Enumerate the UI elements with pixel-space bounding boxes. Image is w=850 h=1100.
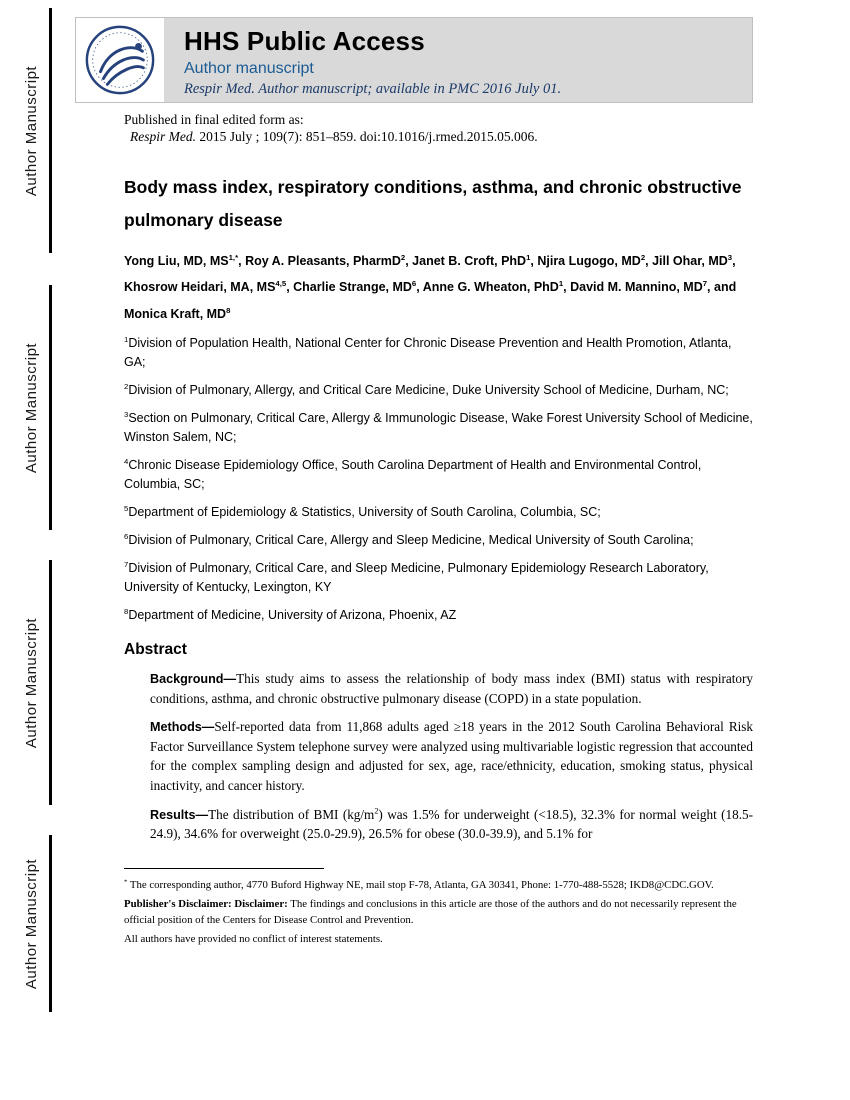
watermark-text: Author Manuscript (23, 342, 40, 473)
hhs-seal-icon (83, 23, 157, 97)
citation-rest: 2015 July ; 109(7): 851–859. doi:10.1016/j.rmed.2015.05.006. (195, 129, 538, 144)
footnote: * The corresponding author, 4770 Buford Highway NE, mail stop F-78, Atlanta, GA 30341, Phone: 1-770-488-5528; IKD8@CDC.GOV. (124, 878, 714, 891)
citation-line (130, 129, 753, 145)
affiliation: $^8$Department of Medicine, University of Arizona, Phoenix, AZ (124, 606, 457, 623)
affiliation: $^5$Department of Epidemiology & Statistics, University of South Carolina, Columbia, SC; (124, 503, 601, 520)
watermark-text: Author Manuscript (23, 65, 40, 196)
affiliation: $^2$Division of Pulmonary, Allergy, and Critical Care Medicine, Duke University School of Medicine, Durham, NC; (124, 381, 729, 398)
hhs-public-access-title: HHS Public Access (184, 26, 425, 56)
footnote-area (124, 868, 753, 948)
main-content (124, 112, 753, 950)
footnote: Publisher's Disclaimer: Disclaimer: The findings and conclusions in this article are those of the authors and do not necessarily represent the official position of the Centers for Disease Control and Prevention. (124, 897, 737, 927)
published-in-line: Published in final edited form as: (124, 112, 304, 127)
sidebar-watermark-4 (22, 835, 52, 1012)
affiliation: $^7$Division of Pulmonary, Critical Care, and Sleep Medicine, Pulmonary Epidemiology Research Laboratory, University of Kentucky, Lexington, KY (124, 559, 709, 595)
abstract-paragraph: Results—The distribution of BMI $(kg/m^2)$ was 1.5% for underweight (<18.5), 32.3% for normal weight (18.5-24.9), 34.6% for overweight (25.0-29.9), 26.5% for obese (30.0-39.9), and 5.1% for (150, 806, 754, 842)
hhs-header-band (75, 17, 753, 103)
sidebar-watermark-2 (22, 285, 52, 530)
affiliation: $^6$Division of Pulmonary, Critical Care, Allergy and Sleep Medicine, Medical University of South Carolina; (124, 531, 694, 548)
abstract-paragraph: Background—This study aims to assess the relationship of body mass index (BMI) status with respiratory conditions, asthma, and chronic obstructive pulmonary disease (COPD) in a state population. (150, 671, 753, 706)
watermark-text: Author Manuscript (23, 617, 40, 748)
sidebar-watermark-3 (22, 560, 52, 805)
abstract-paragraph: Methods—Self-reported data from 11,868 adults aged ≥18 years in the 2012 South Carolina Behavioral Risk Factor Surveillance System telephone survey were analyzed using multivariable logistic regression that accounted for the complex sampling design and adjusted for sex, age, race/ethnicity, education, smoking status, physical inactivity, and cancer history. (150, 719, 753, 793)
watermark-rule (49, 835, 52, 1012)
hhs-logo-box (76, 18, 164, 102)
affiliation: $^3$Section on Pulmonary, Critical Care, Allergy & Immunologic Disease, Wake Forest University School of Medicine, Winston Salem, NC; (124, 409, 753, 445)
abstract-body (124, 669, 753, 844)
journal-name: Respir Med. (130, 129, 196, 144)
footnote-list (124, 877, 753, 948)
abstract-heading: Abstract (124, 641, 187, 659)
affiliation: $^1$Division of Population Health, National Center for Chronic Disease Prevention and Health Promotion, Atlanta, GA; (124, 334, 732, 370)
affiliation-list (124, 334, 753, 625)
article-title: Body mass index, respiratory conditions, asthma, and chronic obstructive pulmonary disease (124, 177, 742, 231)
watermark-rule (49, 8, 52, 253)
affiliation: $^4$Chronic Disease Epidemiology Office, South Carolina Department of Health and Environmental Control, Columbia, SC; (124, 456, 702, 492)
footnote-rule (124, 868, 324, 869)
author-list: Yong Liu, MD, $MS^{1,*}$, Roy A. Pleasants, PharmD$^2$, Janet B. Croft, PhD$^1$, Njira Lugogo, $MD^2$, Jill Ohar, $MD^3$, Khosrow Heidari, MA, MS$^{4,5}$, Charlie Strange, $MD^6$, Anne G. Wheaton, PhD$^1$, David M. Mannino, $MD^7$, and Monica Kraft, $MD^8$ (124, 252, 737, 322)
author-manuscript-label: Author manuscript (184, 60, 314, 77)
watermark-rule (49, 285, 52, 530)
watermark-rule (49, 560, 52, 805)
sidebar-watermark-1 (22, 8, 52, 253)
footnote: All authors have provided no conflict of interest statements. (124, 933, 383, 946)
watermark-text: Author Manuscript (23, 858, 40, 989)
header-text-block (164, 18, 561, 102)
pmc-availability-line: Respir Med. Author manuscript; available in PMC 2016 July 01. (184, 81, 562, 97)
